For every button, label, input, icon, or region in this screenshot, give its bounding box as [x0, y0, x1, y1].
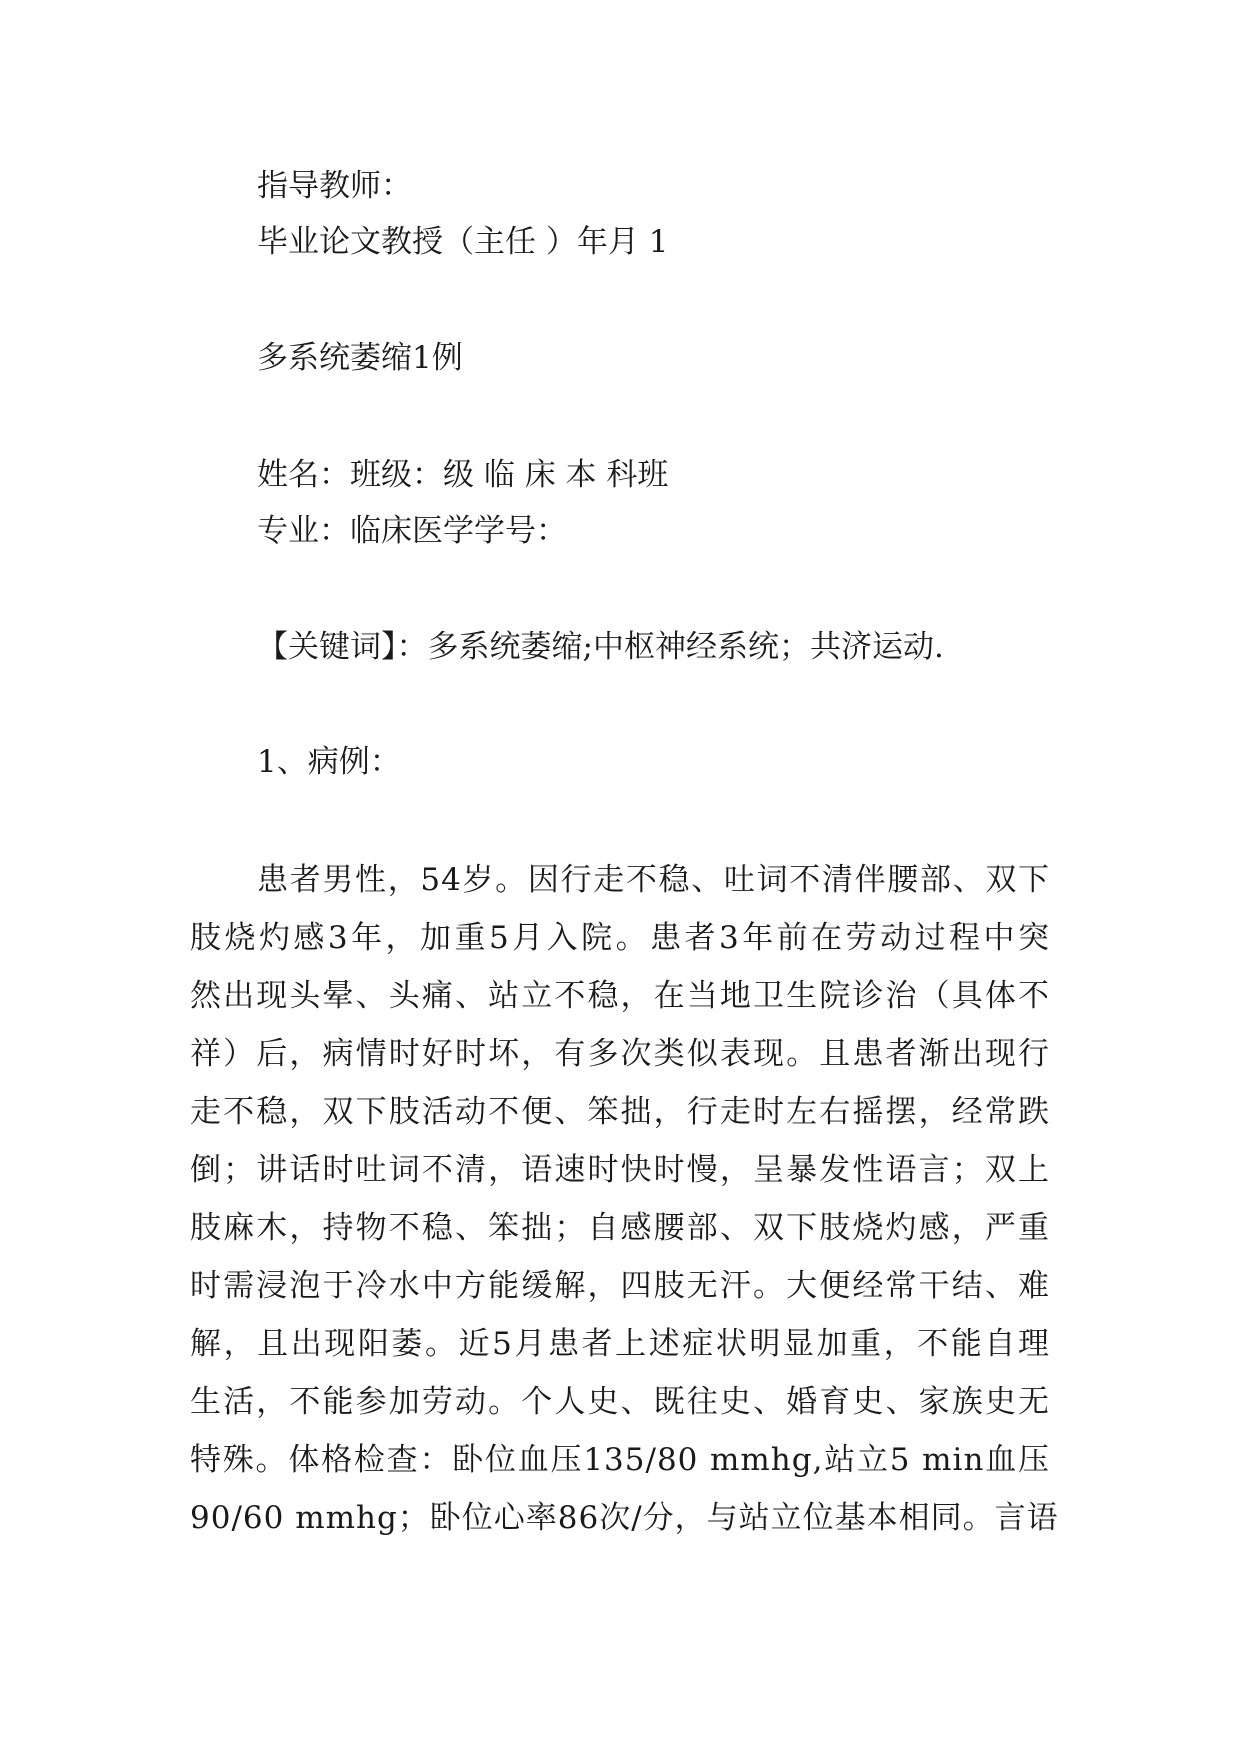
body-line: 肢烧灼感3年，加重5月入院。患者3年前在劳动过程中突	[190, 920, 1050, 956]
case-body-paragraph	[190, 851, 1059, 1547]
body-line: 倒；讲话时吐词不清，语速时快时慢，呈暴发性语言；双上	[190, 1152, 1050, 1188]
section-heading: 1、病例：	[257, 744, 401, 780]
advisor-label: 指导教师：	[257, 168, 412, 204]
body-line: 特殊。体格检查：卧位血压135/80 mmhg,站立5 min血压	[190, 1442, 1050, 1478]
body-line: 解，且出现阳萎。近5月患者上述症状明显加重，不能自理	[190, 1326, 1050, 1362]
body-line: 然出现头晕、头痛、站立不稳，在当地卫生院诊治（具体不	[190, 978, 1050, 1014]
document-title: 多系统萎缩1例	[257, 340, 463, 376]
thesis-line: 毕业论文教授（主任 ）年月 1	[257, 224, 669, 260]
student-major-id: 专业：临床医学学号：	[257, 513, 567, 549]
body-line: 时需浸泡于冷水中方能缓解，四肢无汗。大便经常干结、难	[190, 1268, 1050, 1304]
body-line: 祥）后，病情时好时坏，有多次类似表现。且患者渐出现行	[190, 1036, 1050, 1072]
body-line: 肢麻木，持物不稳、笨拙；自感腰部、双下肢烧灼感，严重	[190, 1210, 1050, 1246]
body-line: 患者男性，54岁。因行走不稳、吐词不清伴腰部、双下	[257, 862, 1050, 898]
student-name-class: 姓名：班级：级 临 床 本 科班	[257, 457, 669, 493]
keywords-line: 【关键词】：多系统萎缩;中枢神经系统；共济运动.	[257, 629, 944, 665]
body-line: 生活，不能参加劳动。个人史、既往史、婚育史、家族史无	[190, 1384, 1050, 1420]
body-line: 走不稳，双下肢活动不便、笨拙，行走时左右摇摆，经常跌	[190, 1094, 1050, 1130]
body-line: 90/60 mmhg；卧位心率86次/分，与站立位基本相同。言语	[190, 1500, 1059, 1536]
